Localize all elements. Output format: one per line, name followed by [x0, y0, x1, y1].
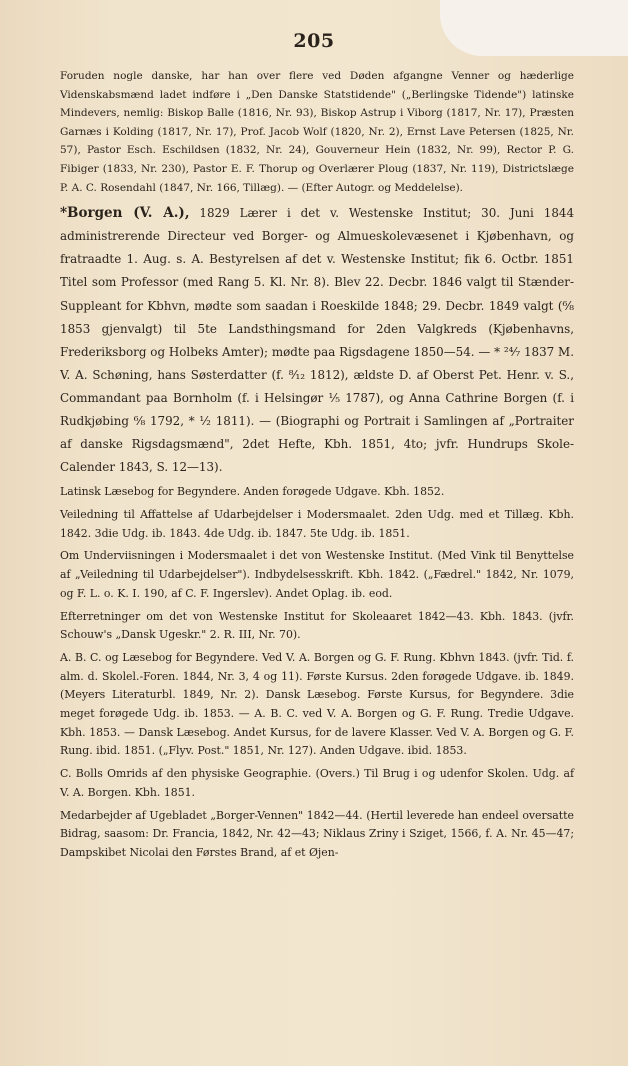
bibliography-item: Latinsk Læsebog for Begyndere. Anden forøgede Udgave. Kbh. 1852. [60, 485, 445, 499]
biography-entry [60, 202, 574, 479]
bibliography-item: Efterretninger om det von Westenske Institut for Skoleaaret 1842—43. Kbh. 1843. (jvfr. Schouw's „Dansk Ugeskr." 2. R. III, Nr. 70). [60, 609, 574, 642]
entry-biography: 1829 Lærer i det v. Westenske Institut; 30. Juni 1844 administrerende Directeur ved Borger- og Almueskolevæsenet i Kjøbenhavn, og fratraadte 1. Aug. s. A. Bestyrelsen af det v. Westenske Institut; fik 6. Octbr. 1851 Titel som Professor (med Rang 5. Kl. Nr. 8). Blev 22. Decbr. 1846 valgt til Stænder-Suppleant for Kbhvn, mødte som saadan i Roeskilde 1848; 29. Decbr. 1849 valgt (⁶⁄₈ 1853 gjenvalgt) til 5te Landsthingsmand for 2den Valgkreds (Kjøbenhavns, Frederiksborg og Holbeks Amter); mødte paa Rigsdagene 1850—54. — * ²⁴⁄₇ 1837 M. V. A. Schøning, hans Søsterdatter (f. ⁸⁄₁₂ 1812), ældste D. af Oberst Pet. Henr. v. S., Commandant paa Bornholm (f. i Helsingør ¹⁄₅ 1787), og Anna Cathrine Borgen (f. i Rudkjøbing ⁶⁄₈ 1792, * ¹⁄₂ 1811). — (Biographi og Portrait i Samlingen af „Portraiter af danske Rigsdagsmænd", 2det Hefte, Kbh. 1851, 4to; jvfr. Hundrups Skole-Calender 1843, S. 12—13). [60, 206, 575, 475]
entry-headword: *Borgen (V. A.), [60, 205, 190, 222]
bibliography-item: Om Underviisningen i Modersmaalet i det von Westenske Institut. (Med Vink til Benyttelse af „Veiledning til Udarbejdelser"). Indbydelsesskrift. Kbh. 1842. („Fædrel." 1842, Nr. 1079, og F. L. o. K. I. 190, af C. F. Ingerslev). Andet Oplag. ib. eod. [60, 549, 574, 600]
bibliography-item: Medarbejder af Ugebladet „Borger-Vennen" 1842—44. (Hertil leverede han endeel oversatte Bidrag, saasom: Dr. Francia, 1842, Nr. 42—43; Niklaus Zriny i Sziget, 1566, f. A. Nr. 45—47; Dampskibet Nicolai den Førstes Brand, af et Øjen- [60, 808, 574, 859]
intro-paragraph: Foruden nogle danske, har han over flere ved Døden afgangne Venner og hæderlige Videnskabsmænd ladet indføre i „Den Danske Statstidende" („Berlingske Tidende") latinske Mindevers, nemlig: Biskop Balle (1816, Nr. 93), Biskop Astrup i Viborg (1817, Nr. 17), Præsten Garnæs i Kolding (1817, Nr. 17), Prof. Jacob Wolf (1820, Nr. 2), Ernst Lave Petersen (1825, Nr. 57), Pastor Esch. Eschildsen (1832, Nr. 24), Gouverneur Hein (1832, Nr. 99), Rector P. G. Fibiger (1833, Nr. 230), Pastor E. F. Thorup og Overlærer Ploug (1837, Nr. 119), Districtslæge P. A. C. Rosendahl (1847, Nr. 166, Tillæg). — (Efter Autogr. og Meddelelse). [60, 70, 574, 194]
page-number: 205 [293, 30, 335, 52]
bibliography-item: C. Bolls Omrids af den physiske Geographie. (Overs.) Til Brug i og udenfor Skolen. Udg. af V. A. Borgen. Kbh. 1851. [60, 767, 574, 799]
bibliography-item: A. B. C. og Læsebog for Begyndere. Ved V. A. Borgen og G. F. Rung. Kbhvn 1843. (jvfr. Tid. f. alm. d. Skolel.-Foren. 1844, Nr. 3, 4 og 11). Første Kursus. 2den forøgede Udgave. ib. 1849. (Meyers Literaturbl. 1849, Nr. 2). Dansk Læsebog. Første Kursus, for Begyndere. 3die meget forøgede Udg. ib. 1853. — A. B. C. ved V. A. Borgen og G. F. Rung. Tredie Udgave. Kbh. 1853. — Dansk Læsebog. Andet Kursus, for de lavere Klasser. Ved V. A. Borgen og G. F. Rung. ibid. 1851. („Flyv. Post." 1851, Nr. 127). Anden Udgave. ibid. 1853. [60, 650, 574, 758]
bibliography-item: Veiledning til Affattelse af Udarbejdelser i Modersmaalet. 2den Udg. med et Tillæg. Kbh. 1842. 3die Udg. ib. 1843. 4de Udg. ib. 1847. 5te Udg. ib. 1851. [60, 507, 574, 540]
page-text [60, 67, 574, 863]
